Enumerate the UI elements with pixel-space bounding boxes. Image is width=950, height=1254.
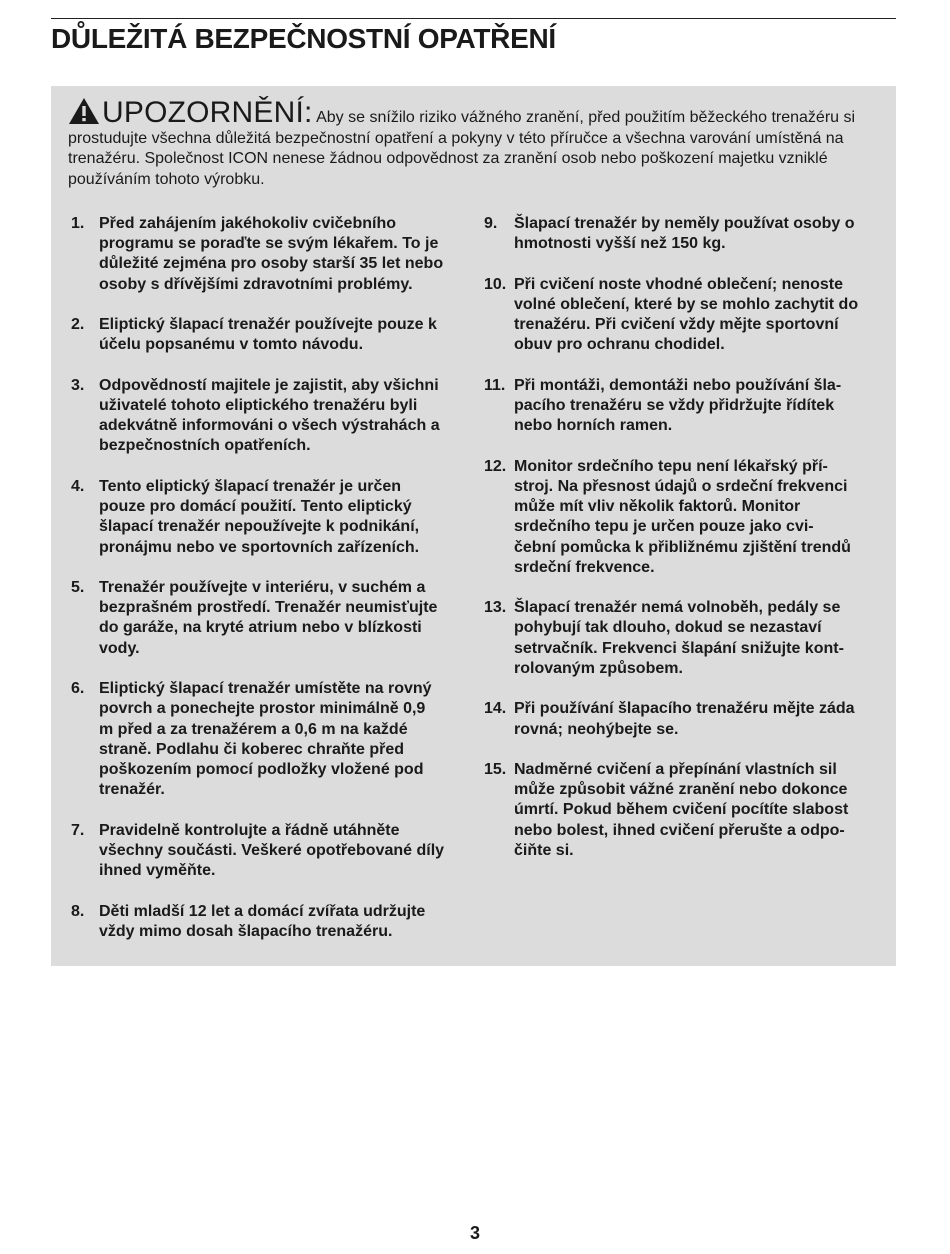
item-text-line: Eliptický šlapací trenažér umístěte na rovný: [99, 680, 432, 698]
top-rule: [51, 18, 896, 19]
item-text-line: nebo bolest, ihned cvičení přerušte a odpo-: [514, 821, 845, 839]
item-text-line: Monitor srdečního tepu není lékařský pří-: [514, 457, 828, 475]
item-text-line: může způsobit vážné zranění nebo dokonce: [514, 781, 848, 799]
item-text-line: straně. Podlahu či koberec chraňte před: [99, 740, 404, 758]
safety-item: [484, 598, 884, 679]
item-text-line: Při montáži, demontáži nebo používání šla-: [514, 376, 842, 394]
safety-item: [69, 902, 469, 942]
safety-panel: [51, 86, 896, 966]
item-text-line: všechny součásti. Veškeré opotřebované díly: [99, 841, 445, 859]
safety-list-left: [69, 214, 469, 962]
item-text-line: srdečního tepu je určen pouze jako cvi-: [514, 518, 814, 536]
safety-item: [69, 376, 469, 457]
item-text-line: účelu popsanému v tomto návodu.: [99, 336, 364, 354]
item-text-line: hmotnosti vyšší než 150 kg.: [514, 235, 726, 253]
item-text-line: m před a za trenažérem a 0,6 m na každé: [99, 720, 408, 738]
item-text-line: může mít vliv několik faktorů. Monitor: [514, 498, 801, 516]
item-text-line: pouze pro domácí použití. Tento eliptický: [99, 498, 412, 516]
item-text-line: šlapací trenažér nepoužívejte k podnikání,: [99, 518, 420, 536]
safety-list-right: [484, 214, 884, 881]
item-text-line: vždy mimo dosah šlapacího trenažéru.: [99, 922, 393, 940]
safety-item: [484, 376, 884, 437]
item-text-line: Šlapací trenažér nemá volnoběh, pedály se: [514, 599, 841, 617]
item-text-line: nebo horních ramen.: [514, 417, 673, 435]
item-text-line: obuv pro ochranu chodidel.: [514, 336, 725, 354]
safety-item: [484, 760, 884, 861]
item-text-line: vody.: [99, 639, 140, 657]
warning-paragraph: [68, 97, 880, 190]
item-number: 11.: [484, 376, 506, 394]
item-number: 8.: [71, 902, 85, 920]
item-text-line: trenažér.: [99, 781, 165, 799]
safety-item: [69, 214, 469, 295]
item-text-line: pohybují tak dlouho, dokud se nezastaví: [514, 619, 822, 637]
safety-item: [69, 315, 469, 355]
item-number: 12.: [484, 457, 507, 475]
item-text-line: povrch a ponechejte prostor minimálně 0,9: [99, 700, 426, 718]
warning-text: Aby se snížilo riziko vážného zranění, před použitím běžeckého trenažéru si prostudujte všechna důležitá bezpečnostní opatření a pokyny v této příručce a všechna varování umístěná na trenažéru. Společnost ICON nenese žádnou odpovědnost za zranění osob nebo poškození majetku vzniklé používáním tohoto výrobku.: [68, 109, 856, 188]
item-text-line: volné oblečení, které by se mohlo zachytit do: [514, 295, 859, 313]
item-number: 9.: [484, 215, 498, 232]
safety-item: [484, 275, 884, 356]
item-number: 10.: [484, 275, 507, 293]
safety-item: [69, 679, 469, 800]
item-text-line: pronájmu nebo ve sportovních zařízeních.: [99, 538, 420, 556]
page-title: DŮLEŽITÁ BEZPEČNOSTNÍ OPATŘENÍ: [51, 23, 556, 54]
item-number: 14.: [484, 700, 507, 718]
item-number: 6.: [71, 680, 85, 698]
item-text-line: ihned vyměňte.: [99, 862, 216, 880]
item-text-line: pacího trenažéru se vždy přidržujte řídítek: [514, 397, 835, 415]
item-text-line: srdeční frekvence.: [514, 558, 655, 576]
item-text-line: Před zahájením jakéhokoliv cvičebního: [99, 215, 396, 232]
item-text-line: programu se poraďte se svým lékařem. To je: [99, 235, 439, 253]
item-text-line: důležité zejména pro osoby starší 35 let nebo: [99, 255, 444, 273]
item-number: 15.: [484, 761, 507, 779]
item-number: 5.: [71, 579, 85, 597]
safety-item: [484, 214, 884, 254]
item-text-line: rovná; neohýbejte se.: [514, 720, 679, 738]
warning-triangle-icon: [68, 97, 100, 125]
item-text-line: setrvačník. Frekvenci šlapání snižujte kont-: [514, 639, 844, 657]
item-number: 3.: [71, 376, 85, 394]
safety-item: [69, 477, 469, 558]
item-text-line: rolovaným způsobem.: [514, 659, 683, 677]
item-text-line: adekvátně informováni o všech výstrahách a: [99, 417, 440, 435]
item-text-line: bezprašném prostředí. Trenažér neumisťujte: [99, 599, 438, 617]
warning-label: UPOZORNĚNÍ:: [102, 96, 313, 129]
item-number: 13.: [484, 599, 507, 617]
item-text-line: trenažéru. Při cvičení vždy mějte sportovní: [514, 316, 839, 334]
item-number: 7.: [71, 821, 85, 839]
item-text-line: čební pomůcka k přibližnému zjištění trendů: [514, 538, 851, 556]
item-text-line: Děti mladší 12 let a domácí zvířata udržujte: [99, 902, 426, 920]
item-text-line: poškozením pomocí podložky vložené pod: [99, 760, 424, 778]
item-text-line: Při cvičení noste vhodné oblečení; nenoste: [514, 275, 843, 293]
safety-item: [69, 821, 469, 882]
item-text-line: do garáže, na kryté atrium nebo v blízkosti: [99, 619, 422, 637]
item-text-line: Pravidelně kontrolujte a řádně utáhněte: [99, 821, 400, 839]
item-text-line: Šlapací trenažér by neměly používat osoby o: [514, 215, 855, 232]
item-number: 4.: [71, 477, 85, 495]
item-text-line: Eliptický šlapací trenažér používejte pouze k: [99, 316, 437, 334]
page-number: 3: [469, 1223, 480, 1243]
item-text-line: Nadměrné cvičení a přepínání vlastních sil: [514, 761, 837, 779]
item-text-line: Při používání šlapacího trenažéru mějte záda: [514, 700, 855, 718]
item-text-line: Odpovědností majitele je zajistit, aby všichni: [99, 376, 439, 394]
item-text-line: Trenažér používejte v interiéru, v suchém a: [99, 579, 426, 597]
item-text-line: bezpečnostních opatřeních.: [99, 437, 311, 455]
safety-item: [484, 457, 884, 578]
item-number: 2.: [71, 316, 85, 334]
safety-item: [69, 578, 469, 659]
item-text-line: úmrtí. Pokud během cvičení pocítíte slabost: [514, 801, 849, 819]
safety-item: [484, 699, 884, 739]
item-text-line: čiňte si.: [514, 841, 574, 859]
item-number: 1.: [71, 215, 85, 232]
item-text-line: osoby s dřívějšími zdravotními problémy.: [99, 275, 413, 293]
item-text-line: stroj. Na přesnost údajů o srdeční frekvenci: [514, 477, 848, 495]
item-text-line: Tento eliptický šlapací trenažér je určen: [99, 477, 402, 495]
item-text-line: uživatelé tohoto eliptického trenažéru byli: [99, 397, 418, 415]
